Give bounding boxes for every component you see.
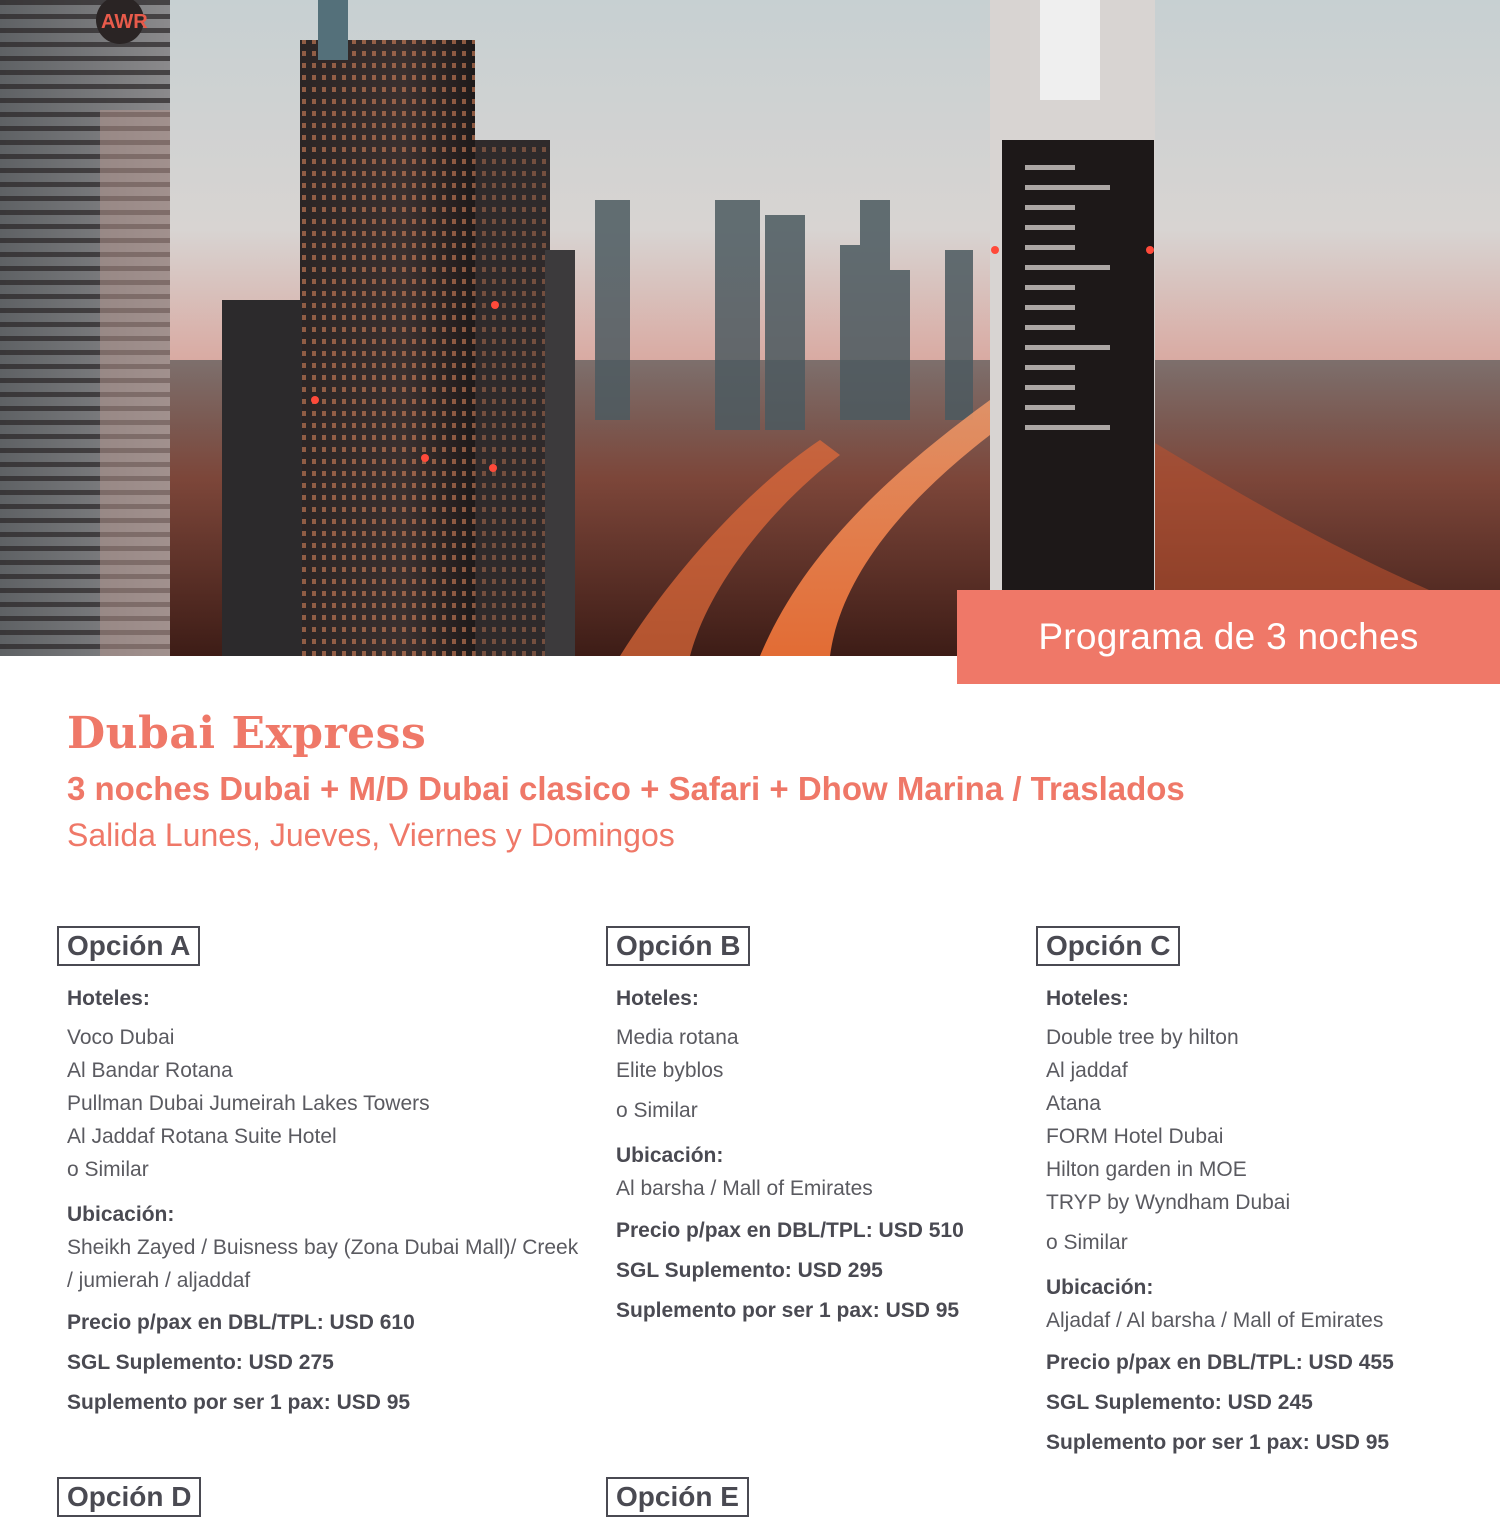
hotel-similar-note: o Similar [67,1158,149,1181]
sgl-supplement: SGL Suplemento: USD 275 [67,1351,334,1374]
hotel-item: Pullman Dubai Jumeirah Lakes Towers [67,1092,430,1115]
single-pax-supplement: Suplemento por ser 1 pax: USD 95 [616,1299,960,1322]
package-title: Dubai Express [67,708,427,759]
option-e-label: Opción E [606,1477,749,1517]
option-b-label: Opción B [606,926,750,966]
hotels-heading: Hoteles: [67,987,150,1010]
hotel-similar-note: o Similar [1046,1231,1128,1254]
location-heading: Ubicación: [1046,1276,1154,1299]
option-d-label: Opción D [57,1477,201,1517]
price-dbl-tpl: Precio p/pax en DBL/TPL: USD 455 [1046,1351,1394,1374]
option-c-label: Opción C [1036,926,1180,966]
hotel-list [67,1021,587,1186]
single-pax-supplement: Suplemento por ser 1 pax: USD 95 [1046,1431,1390,1454]
hotel-item: TRYP by Wyndham Dubai [1046,1191,1291,1214]
hotels-heading: Hoteles: [1046,987,1129,1010]
hotel-item: Double tree by hilton [1046,1026,1239,1049]
location-heading: Ubicación: [67,1203,175,1226]
dubai-skyline-illustration [0,0,1500,656]
departure-days: Salida Lunes, Jueves, Viernes y Domingos [67,817,675,853]
hotels-heading: Hoteles: [616,987,699,1010]
hotel-item: FORM Hotel Dubai [1046,1125,1224,1148]
option-c [1046,926,1486,1463]
price-dbl-tpl: Precio p/pax en DBL/TPL: USD 610 [67,1311,415,1334]
hotel-list [1046,1021,1486,1259]
hotel-item: Al Bandar Rotana [67,1059,233,1082]
hotel-item: Hilton garden in MOE [1046,1158,1247,1181]
hotel-item: Media rotana [616,1026,739,1049]
hotel-similar-note: o Similar [616,1099,698,1122]
package-subtitle: 3 noches Dubai + M/D Dubai clasico + Safari + Dhow Marina / Traslados [67,770,1185,807]
option-a [67,926,587,1423]
hotel-item: Atana [1046,1092,1101,1115]
location-text: Al barsha / Mall of Emirates [616,1177,873,1200]
hotel-item: Al Jaddaf Rotana Suite Hotel [67,1125,337,1148]
option-d [67,1477,587,1517]
option-a-label: Opción A [57,926,200,966]
single-pax-supplement: Suplemento por ser 1 pax: USD 95 [67,1391,411,1414]
location-text: Aljadaf / Al barsha / Mall of Emirates [1046,1309,1384,1332]
program-length-badge: Programa de 3 noches [957,590,1500,684]
option-b [616,926,1016,1331]
hotel-item: Voco Dubai [67,1026,175,1049]
hero-photo [0,0,1500,656]
sgl-supplement: SGL Suplemento: USD 295 [616,1259,883,1282]
hotel-item: Al jaddaf [1046,1059,1128,1082]
hotel-item: Elite byblos [616,1059,724,1082]
location-heading: Ubicación: [616,1144,724,1167]
location-text: Sheikh Zayed / Buisness bay (Zona Dubai Mall)/ Creek / jumierah / aljaddaf [67,1236,579,1292]
hotel-list [616,1021,1016,1127]
tower-sign-text: AWR [101,11,148,33]
sgl-supplement: SGL Suplemento: USD 245 [1046,1391,1313,1414]
option-e [616,1477,1136,1517]
price-dbl-tpl: Precio p/pax en DBL/TPL: USD 510 [616,1219,964,1242]
